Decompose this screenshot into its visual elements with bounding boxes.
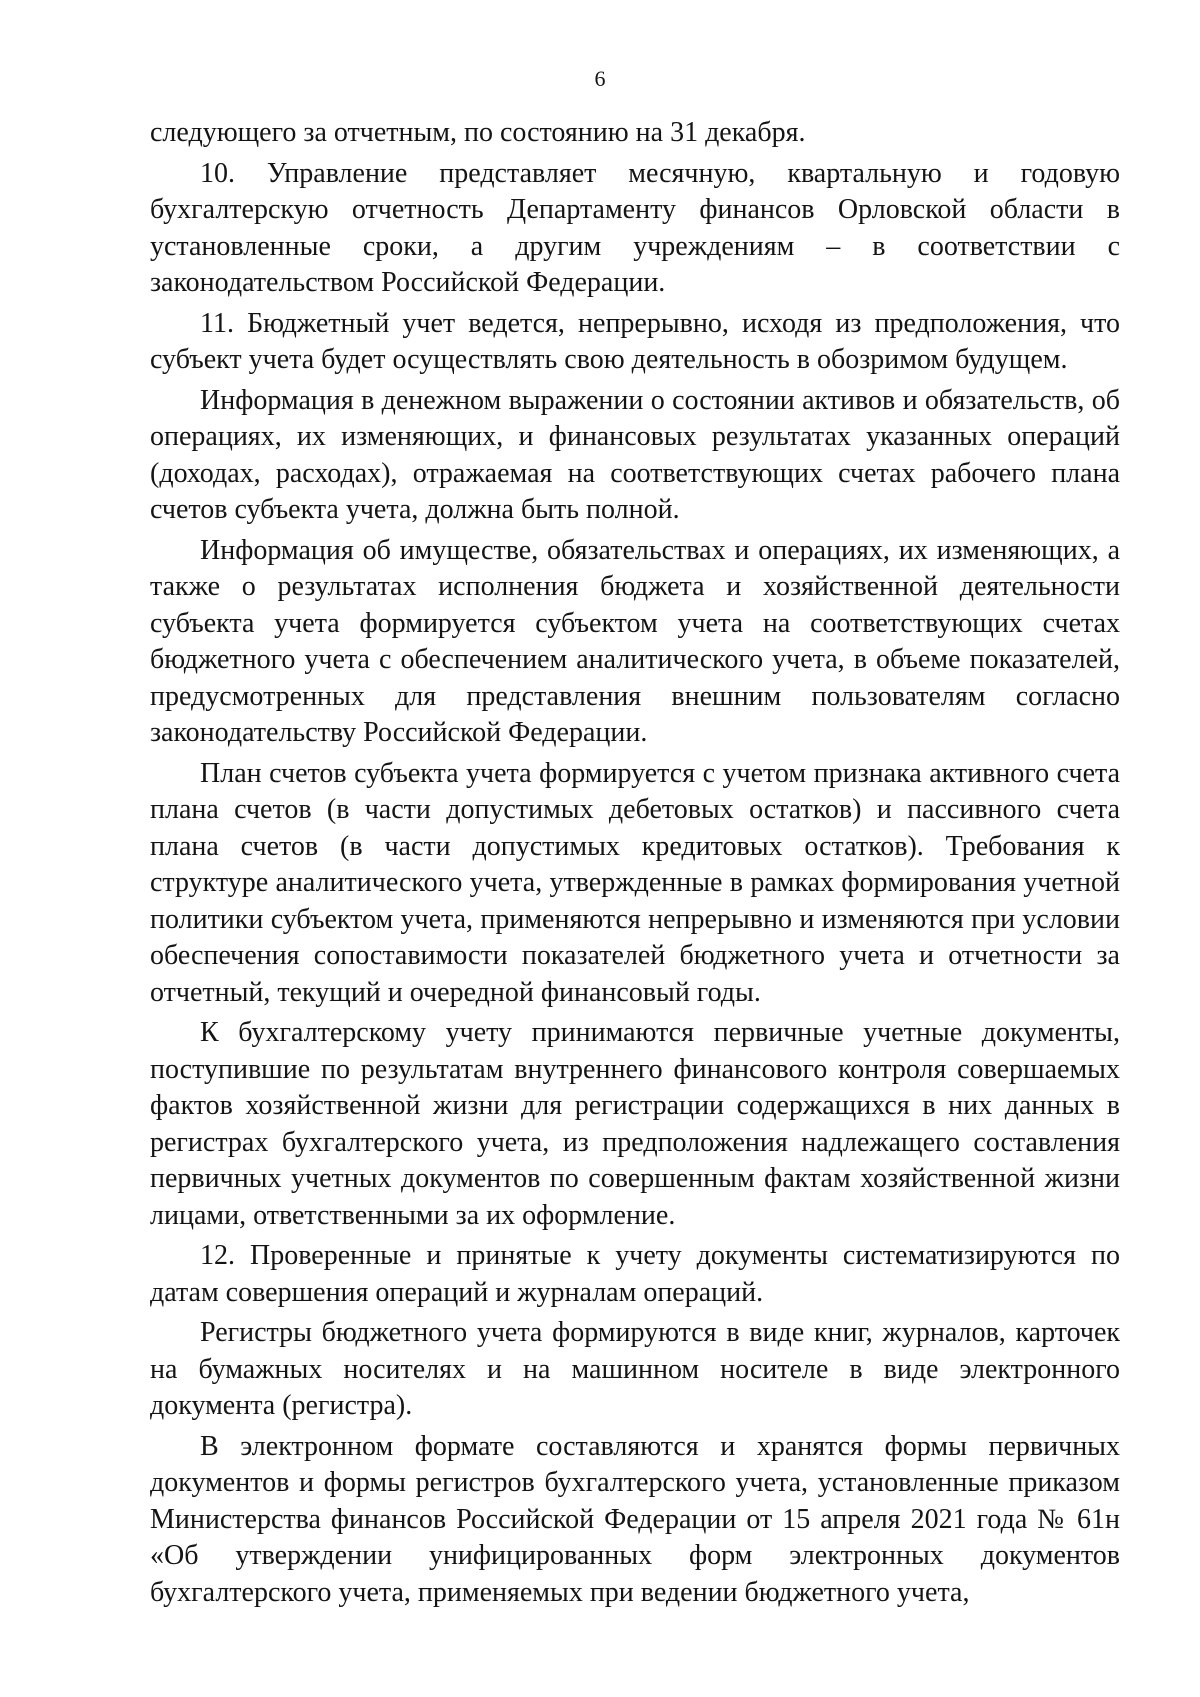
paragraph-registers: Регистры бюджетного учета формируются в виде книг, журналов, карточек на бумажных носителях и на машинном носителе в виде электронного документа (регистра).: [150, 1317, 1120, 1421]
document-body: [150, 115, 1120, 1615]
paragraph-primary-documents: К бухгалтерскому учету принимаются первичные учетные документы, поступившие по результатам внутреннего финансового контроля совершаемых фактов хозяйственной жизни для регистрации содержащихся в них данных в регистрах бухгалтерского учета, из предположения надлежащего составления первичных учетных документов по совершенным фактам хозяйственной жизни лицами, ответственными за их оформление.: [150, 1017, 1120, 1231]
paragraph-item-11: 11. Бюджетный учет ведется, непрерывно, исходя из предположения, что субъект учета будет осуществлять свою деятельность в обозримом будущем.: [150, 307, 1120, 375]
paragraph-electronic-format: В электронном формате составляются и хранятся формы первичных документов и формы регистров бухгалтерского учета, установленные приказом Министерства финансов Российской Федерации от 15 апреля 2021 года № 61н «Об утверждении унифицированных форм электронных документов бухгалтерского учета, применяемых при ведении бюджетного учета,: [150, 1430, 1120, 1608]
paragraph-continuation: следующего за отчетным, по состоянию на 31 декабря.: [150, 117, 806, 148]
paragraph-item-12: 12. Проверенные и принятые к учету документы систематизируются по датам совершения операций и журналам операций.: [150, 1240, 1120, 1308]
page-number: 6: [594, 66, 606, 91]
paragraph-monetary-information: Информация в денежном выражении о состоянии активов и обязательств, об операциях, их изменяющих, и финансовых результатах указанных операций (доходах, расходах), отражаемая на соответствующих счетах рабочего плана счетов субъекта учета, должна быть полной.: [150, 384, 1120, 525]
paragraph-item-10: 10. Управление представляет месячную, квартальную и годовую бухгалтерскую отчетность Департаменту финансов Орловской области в установленные сроки, а другим учреждениям – в соответствии с законодательством Российской Федерации.: [150, 157, 1120, 298]
paragraph-chart-of-accounts: План счетов субъекта учета формируется с учетом признака активного счета плана счетов (в части допустимых дебетовых остатков) и пассивного счета плана счетов (в части допустимых кредитовых остатков). Требования к структуре аналитического учета, утвержденные в рамках формирования учетной политики субъектом учета, применяются непрерывно и изменяются при условии обеспечения сопоставимости показателей бюджетного учета и отчетности за отчетный, текущий и очередной финансовый годы.: [150, 757, 1120, 1008]
paragraph-property-information: Информация об имуществе, обязательствах и операциях, их изменяющих, а также о результатах исполнения бюджета и хозяйственной деятельности субъекта учета формируется субъектом учета на соответствующих счетах бюджетного учета с обеспечением аналитического учета, в объеме показателей, предусмотренных для представления внешним пользователям согласно законодательству Российской Федерации.: [150, 534, 1120, 748]
